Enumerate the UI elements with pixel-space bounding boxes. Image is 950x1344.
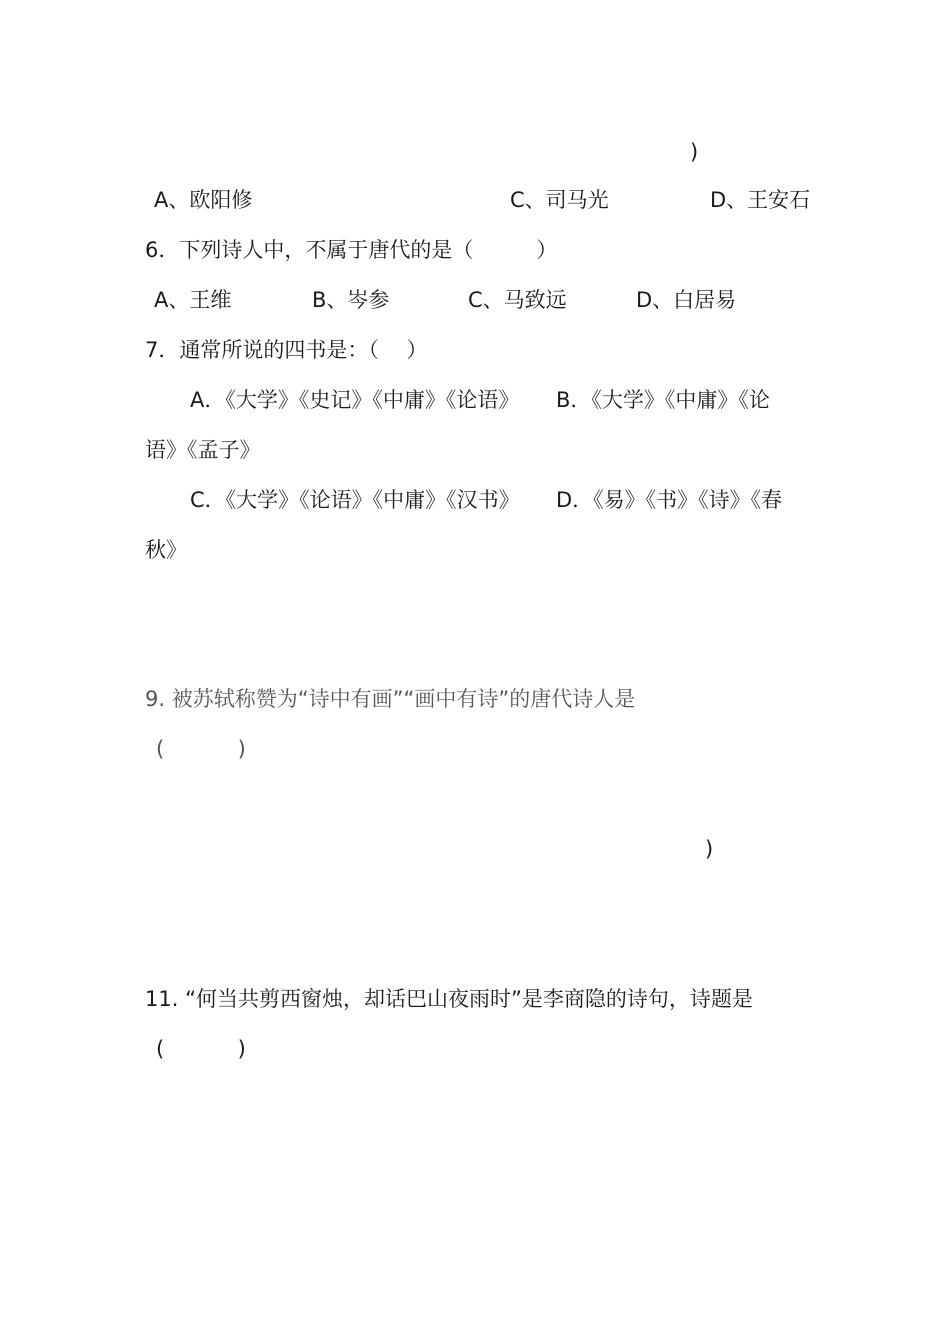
q6-option-d: D、白居易: [636, 288, 737, 312]
q6-option-a: A、王维: [154, 288, 232, 312]
q7-option-b-line1: B．《大学》《中庸》《论: [556, 388, 770, 412]
q6-option-c: C、马致远: [468, 288, 567, 312]
q7-stem: 7．通常所说的四书是：（ ）: [145, 338, 428, 362]
q7-option-d-line2: 秋》: [145, 538, 187, 562]
q11-answer-blank: ( ): [156, 1037, 246, 1061]
q6-stem: 6．下列诗人中，不属于唐代的是（ ）: [145, 238, 558, 262]
q7-option-b-line2: 语》《孟子》: [145, 438, 261, 462]
q9-stem: 9. 被苏轼称赞为“诗中有画”“画中有诗”的唐代诗人是: [145, 687, 636, 711]
q7-option-c: C．《大学》《论语》《中庸》《汉书》: [190, 488, 520, 512]
q5-option-d: D、王安石: [710, 188, 811, 212]
q6-option-b: B、岑参: [312, 288, 390, 312]
q10-close-paren: ): [705, 837, 714, 861]
q11-stem: 11. “何当共剪西窗烛，却话巴山夜雨时”是李商隐的诗句，诗题是: [145, 987, 753, 1011]
q5-close-paren: ): [690, 140, 699, 164]
q7-option-a: A．《大学》《史记》《中庸》《论语》: [190, 388, 520, 412]
q9-answer-blank: ( ): [156, 737, 246, 761]
q5-option-a: A、欧阳修: [154, 188, 253, 212]
q5-option-c: C、司马光: [510, 188, 609, 212]
q7-option-d-line1: D．《易》《书》《诗》《春: [556, 488, 783, 512]
